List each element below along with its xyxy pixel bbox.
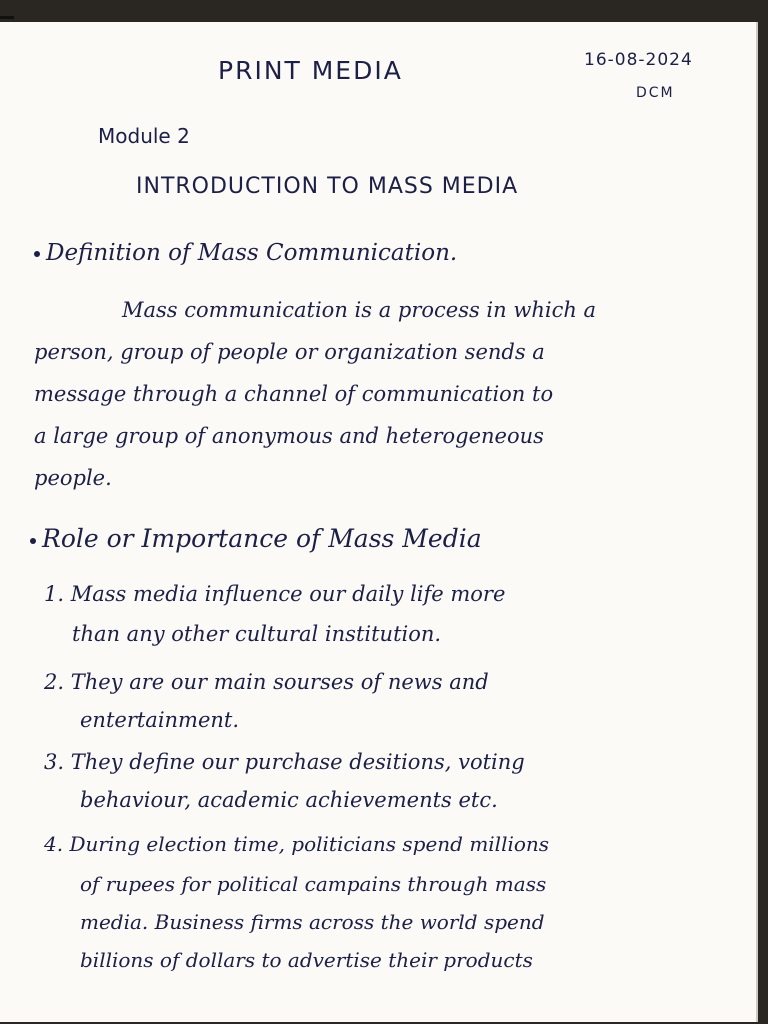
definition-heading-text: Definition of Mass Communication. [46,240,458,266]
role-heading-text: Role or Importance of Mass Media [42,524,482,553]
role-item-line: 4. During election time, politicians spend millions [44,832,550,856]
role-item-line: behaviour, academic achievements etc. [80,788,498,812]
notebook-page [0,22,756,1022]
definition-line: people. [34,466,112,490]
role-heading [30,526,482,551]
module-label: Module 2 [98,124,190,148]
definition-line: Mass communication is a process in which a [122,298,597,322]
definition-line: message through a channel of communication to [34,382,554,406]
role-item-line: billions of dollars to advertise their products [80,948,533,972]
definition-heading [34,242,457,265]
role-item-line: media. Business firms across the world spend [80,910,545,934]
chapter-title: INTRODUCTION TO MASS MEDIA [136,174,519,199]
role-item-line: entertainment. [80,708,240,732]
role-item-line: 3. They define our purchase desitions, voting [44,750,525,774]
page-edge-mark [0,16,14,19]
bullet-icon [30,538,36,544]
role-item-line: than any other cultural institution. [72,622,442,646]
role-item-line: of rupees for political campains through mass [80,872,547,896]
role-item-line: 1. Mass media influence our daily life more [44,582,506,606]
bullet-icon [34,251,40,257]
date-label: 16-08-2024 [584,50,693,70]
definition-line: person, group of people or organization sends a [34,340,545,364]
course-code: DCM [636,85,675,101]
role-item-line: 2. They are our main sourses of news and [44,670,489,694]
definition-line: a large group of anonymous and heterogeneous [34,424,544,448]
page-title: PRINT MEDIA [218,56,403,85]
